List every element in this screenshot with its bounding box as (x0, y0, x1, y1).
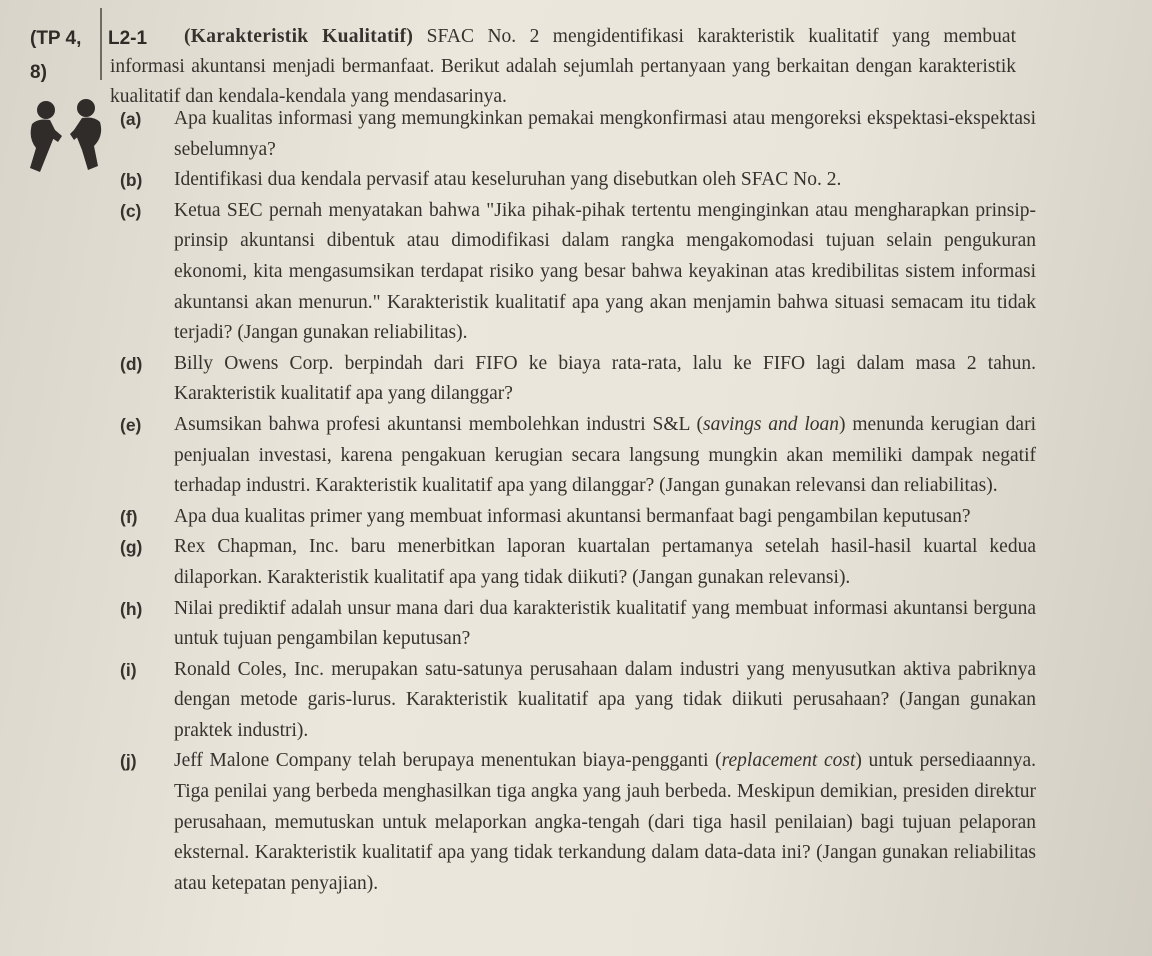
question-item-e (116, 410, 1036, 502)
item-text-italic: replacement cost (721, 750, 856, 772)
item-letter: (d) (120, 353, 143, 374)
item-text (174, 414, 1036, 496)
item-text-part: Asumsikan bahwa profesi akuntansi membolehkan industri S&L ( (174, 413, 703, 435)
question-item-f (116, 502, 1036, 533)
exercise-title: (Karakteristik Kualitatif) (184, 26, 414, 47)
question-item-j (116, 746, 1036, 899)
question-list (116, 104, 1036, 899)
margin-label-line-2: 8) (30, 62, 47, 83)
question-item-g (116, 532, 1036, 593)
question-item-i (116, 655, 1036, 747)
exercise-intro (110, 22, 1016, 112)
item-letter: (i) (120, 659, 137, 680)
learning-objective-reference (30, 22, 81, 90)
question-item-h (116, 594, 1036, 655)
item-text (174, 750, 1036, 893)
item-letter: (j) (120, 751, 137, 772)
two-people-discussion-icon (26, 94, 106, 174)
item-text: Ketua SEC pernah menyatakan bahwa "Jika pihak-pihak tertentu menginginkan atau mengharapkan prinsip-prinsip akuntansi dibentuk atau dimodifikasi dalam rangka mengakomodasi tujuan selain pengukuran ekonomi, kita mengasumsikan terdapat risiko yang besar bahwa keyakinan atas kredibilitas sistem informasi akuntansi akan menurun." Karakteristik kualitatif apa yang akan menjamin bahwa situasi semacam itu tidak terjadi? (Jangan gunakan reliabilitas). (174, 199, 1036, 344)
item-letter: (g) (120, 537, 143, 558)
item-letter: (e) (120, 414, 142, 435)
item-text-italic: savings and loan (702, 413, 840, 435)
margin-divider (100, 8, 102, 80)
item-text: Ronald Coles, Inc. merupakan satu-satunya perusahaan dalam industri yang menyusutkan aktiva pabriknya dengan metode garis-lurus. Karakteristik kualitatif apa yang tidak diikuti perusahaan? (Jangan gunakan praktek industri). (174, 658, 1036, 741)
exercise-intro-text: SFAC No. 2 mengidentifikasi karakteristik kualitatif yang membuat informasi akuntansi menjadi bermanfaat. Berikut adalah sejumlah pertanyaan yang berkaitan dengan karakteristik kualitatif dan kendala-kendala yang mendasarinya. (110, 26, 1016, 107)
item-text: Apa kualitas informasi yang memungkinkan pemakai mengkonfirmasi atau mengoreksi ekspektasi-ekspektasi sebelumnya? (174, 108, 1036, 160)
item-text: Rex Chapman, Inc. baru menerbitkan laporan kuartalan pertamanya setelah hasil-hasil kuartal kedua dilaporkan. Karakteristik kualitatif apa yang tidak diikuti? (Jangan gunakan relevansi). (174, 536, 1036, 588)
question-item-a (116, 104, 1036, 165)
margin-label-line-1: (TP 4, (30, 28, 82, 49)
item-text-part: Jeff Malone Company telah berupaya menentukan biaya-pengganti ( (174, 750, 722, 772)
item-letter: (c) (120, 200, 142, 221)
item-text: Apa dua kualitas primer yang membuat informasi akuntansi bermanfaat bagi pengambilan keputusan? (174, 505, 971, 527)
item-text: Billy Owens Corp. berpindah dari FIFO ke biaya rata-rata, lalu ke FIFO lagi dalam masa 2 tahun. Karakteristik kualitatif apa yang dilanggar? (174, 352, 1036, 405)
item-letter: (f) (120, 506, 138, 527)
item-letter: (b) (120, 170, 143, 191)
item-letter: (h) (120, 598, 143, 619)
item-text: Nilai prediktif adalah unsur mana dari dua karakteristik kualitatif yang membuat informasi akuntansi berguna untuk tujuan pengambilan keputusan? (174, 597, 1036, 650)
question-item-d (116, 349, 1036, 410)
exercise-code: L2-1 (108, 28, 148, 49)
item-text-part: ) untuk persediaannya. Tiga penilai yang berbeda menghasilkan tiga angka yang jauh berbeda. Meskipun demikian, presiden direktur perusahaan, memutuskan untuk melaporkan angka-tengah (dari tiga hasil penilaian) bagi tujuan pelaporan eksternal. Karakteristik kualitatif apa yang tidak terkandung dalam data-data ini? (Jangan gunakan reliabilitas atau ketepatan penyajian). (174, 750, 1036, 894)
item-text-part: ) menunda kerugian dari penjualan investasi, karena pengakuan kerugian secara langsung mungkin akan memiliki dampak negatif terhadap industri. Karakteristik kualitatif apa yang dilanggar? (Jangan gunakan relevansi dan reliabilitas). (174, 413, 1037, 497)
question-item-b (116, 165, 1036, 196)
item-letter: (a) (120, 109, 142, 129)
question-item-c (116, 196, 1036, 349)
item-text: Identifikasi dua kendala pervasif atau keseluruhan yang disebutkan oleh SFAC No. 2. (174, 169, 842, 191)
